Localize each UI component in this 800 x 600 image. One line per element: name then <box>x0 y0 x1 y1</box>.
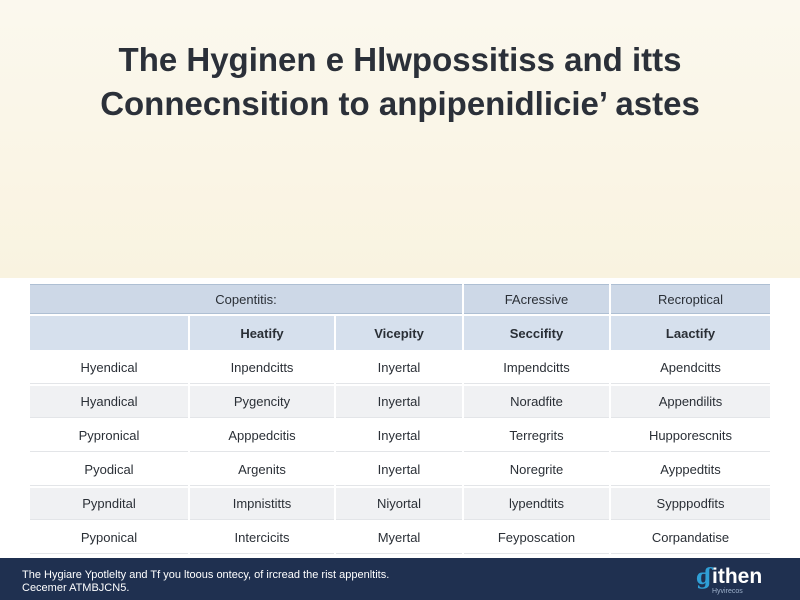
table-cell: Hyandical <box>30 386 188 418</box>
group-header-recroptical: Recroptical <box>611 284 770 314</box>
group-header-copentitis: Copentitis: <box>30 284 462 314</box>
table-cell: Hyendical <box>30 352 188 384</box>
table-cell: Argenits <box>190 454 334 486</box>
table-row <box>30 454 770 486</box>
brand-logo <box>696 564 776 596</box>
table-row <box>30 488 770 520</box>
logo-subtext: Hyvirecos <box>712 588 743 595</box>
group-header-facressive: FAcressive <box>464 284 609 314</box>
table-cell: Myertal <box>336 522 462 554</box>
table-cell: Inyertal <box>336 420 462 452</box>
logo-wordmark: ithen <box>712 565 763 588</box>
table-cell: Pygencity <box>190 386 334 418</box>
table-cell: Noregrite <box>464 454 609 486</box>
title-banner <box>0 0 800 278</box>
footer-reference: Cecemer ATMBJCN5. <box>22 582 130 594</box>
column-header-row <box>30 316 770 350</box>
table-cell: Niyortal <box>336 488 462 520</box>
page-title-line-2: Connecnsition to anpipenidlicie’ astes <box>100 85 700 122</box>
column-header-laactify: Laactify <box>611 316 770 350</box>
table-cell: Intercicits <box>190 522 334 554</box>
table-cell: Appendilits <box>611 386 770 418</box>
table-cell: Impendcitts <box>464 352 609 384</box>
group-header-row <box>30 284 770 314</box>
table-cell: Terregrits <box>464 420 609 452</box>
page-title <box>0 38 800 126</box>
table-cell: Inyertal <box>336 352 462 384</box>
footer-bar <box>0 558 800 600</box>
table-cell: Apendcitts <box>611 352 770 384</box>
table-cell: Pypronical <box>30 420 188 452</box>
table-cell: Inpendcitts <box>190 352 334 384</box>
table-cell: Pyodical <box>30 454 188 486</box>
column-header-blank <box>30 316 188 350</box>
table-row <box>30 386 770 418</box>
table-cell: Corpandatise <box>611 522 770 554</box>
table-row <box>30 522 770 554</box>
table-cell: Apppedcitis <box>190 420 334 452</box>
table-cell: Impnistitts <box>190 488 334 520</box>
page-title-line-1: The Hyginen e Hlwpossitiss and itts <box>118 41 682 78</box>
column-header-vicepity: Vicepity <box>336 316 462 350</box>
table-cell: Pypndital <box>30 488 188 520</box>
logo-mark-icon: ɠ <box>696 564 712 590</box>
column-header-seccifity: Seccifity <box>464 316 609 350</box>
table-cell: Noradfite <box>464 386 609 418</box>
table-cell: Hupporescnits <box>611 420 770 452</box>
table-cell: Inyertal <box>336 454 462 486</box>
table-cell: Pyponical <box>30 522 188 554</box>
column-header-heatify: Heatify <box>190 316 334 350</box>
table-cell: Sypppodfits <box>611 488 770 520</box>
data-table <box>28 282 772 556</box>
table-cell: Feyposcation <box>464 522 609 554</box>
table-row <box>30 420 770 452</box>
footer-caption: The Hygiare Ypotlelty and Tf you ltoous ontecy, of ircread the rist appenltits. <box>22 569 390 581</box>
table-cell: Inyertal <box>336 386 462 418</box>
table-row <box>30 352 770 384</box>
table-cell: Ayppedtits <box>611 454 770 486</box>
table-cell: lypendtits <box>464 488 609 520</box>
